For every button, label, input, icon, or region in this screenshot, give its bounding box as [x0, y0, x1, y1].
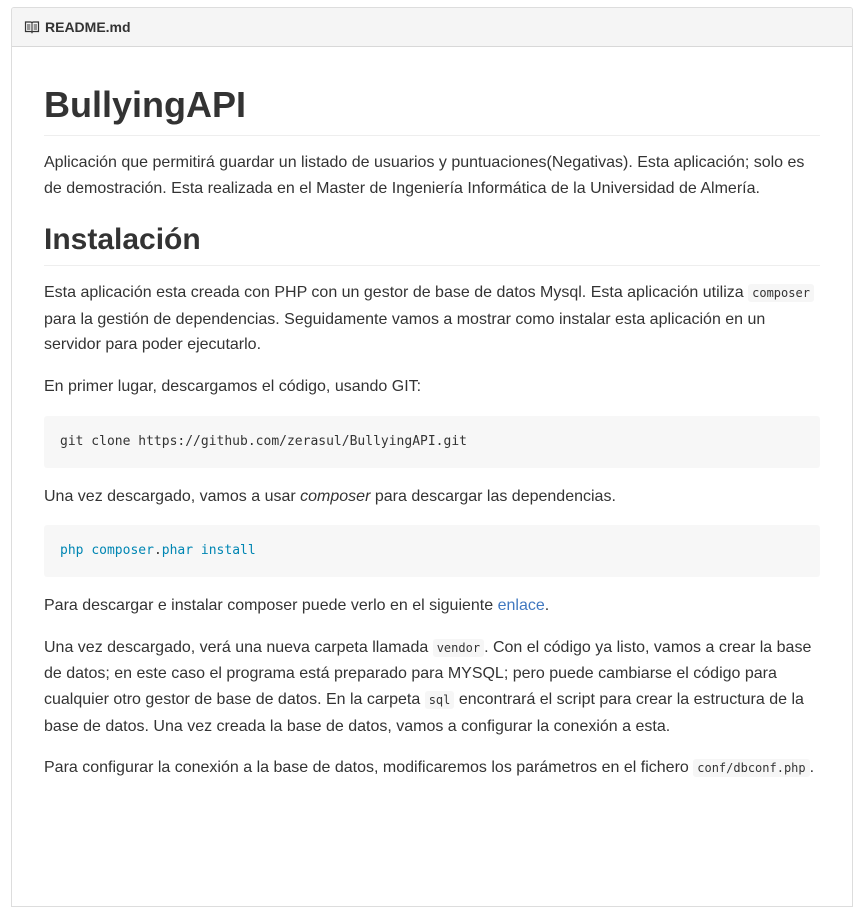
- readme-title: BullyingAPI: [44, 83, 820, 136]
- text: para descargar las dependencias.: [374, 487, 616, 505]
- text: Para descargar e instalar composer puede verlo en el siguiente: [44, 597, 494, 615]
- readme-container: [11, 7, 853, 907]
- readme-header: [12, 8, 852, 47]
- file-name: README.md: [45, 19, 131, 35]
- install-paragraph-1: [44, 280, 820, 358]
- code-token: install: [200, 543, 256, 559]
- text: .: [809, 759, 815, 777]
- code-block-composer-install: [44, 525, 820, 577]
- inline-code-vendor: vendor: [433, 639, 484, 657]
- text: Una vez descargado, vamos a usar: [44, 487, 296, 505]
- install-paragraph-2: En primer lugar, descargamos el código, usando GIT:: [44, 377, 422, 395]
- install-heading: Instalación: [44, 221, 820, 266]
- inline-code-composer: composer: [748, 284, 814, 302]
- install-paragraph-3: [44, 484, 820, 510]
- intro-paragraph: Aplicación que permitirá guardar un listado de usuarios y puntuaciones(Negativas). Esta aplicación; solo es de demostración. Esta realizada en el Master de Ingeniería Informática de la Universidad de Almería.: [44, 154, 805, 197]
- inline-code-dbconf: conf/dbconf.php: [693, 759, 809, 777]
- text: Para configurar la conexión a la base de datos, modificaremos los parámetros en el fichero: [44, 759, 689, 777]
- book-icon: [24, 19, 40, 35]
- markdown-body: [12, 47, 852, 782]
- code-token: phar: [161, 543, 194, 559]
- text: para la gestión de dependencias. Seguidamente vamos a mostrar como instalar esta aplicación en un servidor para poder ejecutarlo.: [44, 310, 766, 354]
- code-line: git clone https://github.com/zerasul/BullyingAPI.git: [60, 433, 467, 449]
- inline-code-sql: sql: [425, 691, 455, 709]
- code-token: php: [60, 543, 84, 559]
- code-token: composer: [91, 543, 154, 559]
- install-paragraph-6: [44, 755, 820, 782]
- emphasis-composer: composer: [300, 487, 371, 505]
- text: . Con el código ya listo, vamos a crear la base de datos; en este caso el programa está preparado para MYSQL; pero puede cambiarse el código para cualquier otro gestor de base de datos. En la carpeta: [44, 638, 812, 708]
- text: .: [544, 597, 550, 615]
- install-paragraph-4: [44, 593, 820, 619]
- enlace-link[interactable]: enlace: [497, 597, 545, 615]
- code-block-git-clone: [44, 416, 820, 468]
- text: Una vez descargado, verá una nueva carpeta llamada: [44, 638, 429, 656]
- text: encontrará el script para crear la estructura de la base de datos. Una vez creada la base de datos, vamos a configurar la conexión a esta.: [44, 690, 804, 735]
- code-token: .: [153, 543, 162, 559]
- text: Esta aplicación esta creada con PHP con un gestor de base de datos Mysql. Esta aplicación utiliza: [44, 284, 744, 302]
- install-paragraph-5: [44, 635, 820, 739]
